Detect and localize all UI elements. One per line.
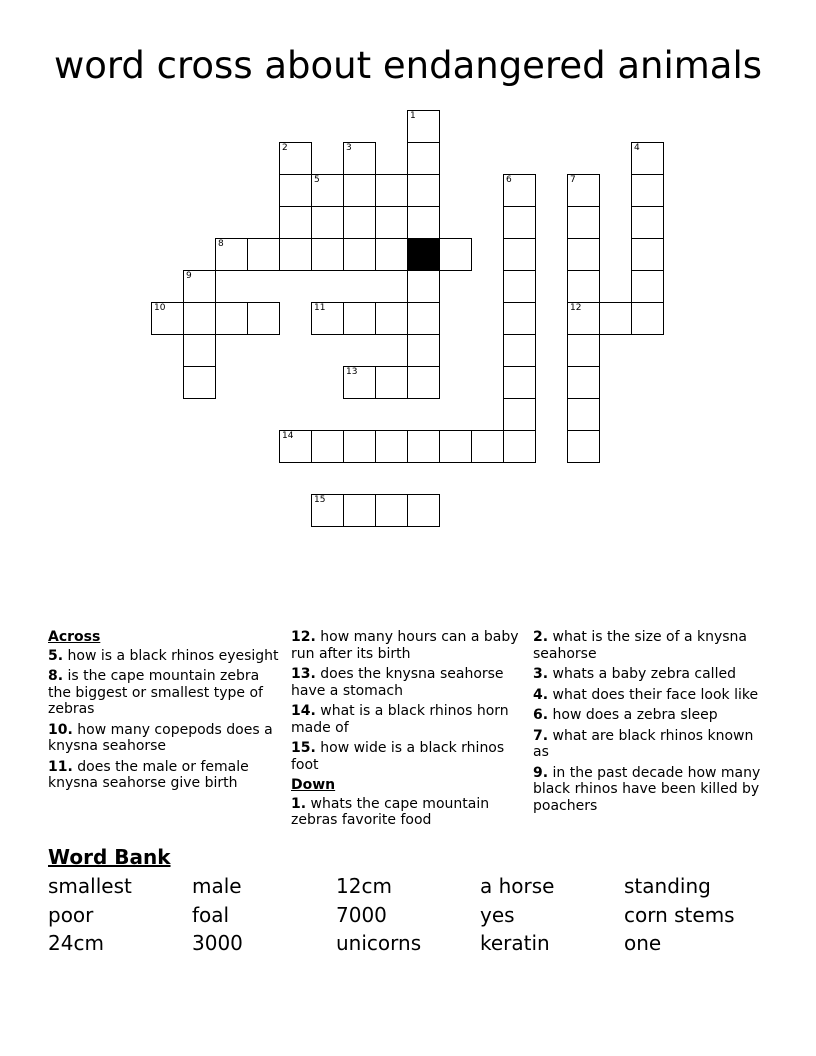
grid-cell[interactable] bbox=[471, 430, 504, 463]
word-bank-title: Word Bank bbox=[48, 845, 171, 869]
across-clue bbox=[291, 666, 523, 699]
word-bank-word: foal bbox=[192, 903, 230, 927]
clue-label: 13. bbox=[291, 666, 316, 682]
grid-cell[interactable] bbox=[567, 206, 600, 239]
grid-cell[interactable] bbox=[407, 270, 440, 303]
grid-cell[interactable] bbox=[215, 302, 248, 335]
across-clue bbox=[291, 629, 523, 662]
grid-cell[interactable] bbox=[567, 302, 600, 335]
grid-cell[interactable] bbox=[439, 238, 472, 271]
clues-column-2 bbox=[291, 629, 523, 833]
across-clue bbox=[291, 740, 523, 773]
grid-cell[interactable] bbox=[503, 302, 536, 335]
down-clue bbox=[533, 687, 765, 704]
clue-text: does the knysna seahorse have a stomach bbox=[291, 666, 504, 699]
clues-column-3 bbox=[533, 629, 765, 818]
down-clue bbox=[533, 765, 765, 815]
clue-number: 15 bbox=[314, 495, 326, 505]
grid-cell[interactable] bbox=[343, 430, 376, 463]
grid-cell[interactable] bbox=[503, 398, 536, 431]
clue-number: 6 bbox=[506, 175, 512, 185]
clue-label: 5. bbox=[48, 647, 64, 664]
clue-text: how many copepods does a knysna seahorse bbox=[48, 721, 273, 754]
word-bank-word: one bbox=[624, 931, 662, 955]
clue-number: 13 bbox=[346, 367, 358, 377]
grid-cell[interactable] bbox=[407, 110, 440, 143]
grid-cell[interactable] bbox=[567, 430, 600, 463]
grid-cell[interactable] bbox=[183, 366, 216, 399]
grid-cell[interactable] bbox=[567, 398, 600, 431]
clue-number: 4 bbox=[634, 143, 640, 153]
clue-label: 15. bbox=[291, 740, 316, 756]
grid-cell[interactable] bbox=[311, 302, 344, 335]
grid-cell[interactable] bbox=[375, 430, 408, 463]
grid-cell[interactable] bbox=[279, 142, 312, 175]
word-bank-word: a horse bbox=[480, 874, 555, 898]
grid-cell[interactable] bbox=[247, 238, 280, 271]
grid-cell[interactable] bbox=[375, 494, 408, 527]
clues-column-1 bbox=[48, 629, 280, 796]
clue-label: 14. bbox=[291, 703, 316, 719]
clue-number: 8 bbox=[218, 239, 224, 249]
down-clue bbox=[533, 629, 765, 662]
down-clue bbox=[533, 728, 765, 761]
down-clue bbox=[533, 666, 765, 683]
grid-cell[interactable] bbox=[503, 238, 536, 271]
clue-label: 3. bbox=[533, 666, 549, 682]
clue-number: 3 bbox=[346, 143, 352, 153]
grid-cell[interactable] bbox=[279, 174, 312, 207]
grid-cell[interactable] bbox=[567, 366, 600, 399]
grid-cell[interactable] bbox=[407, 494, 440, 527]
clue-text: is the cape mountain zebra the biggest or smallest type of zebras bbox=[48, 668, 263, 717]
clue-text: how does a zebra sleep bbox=[548, 707, 718, 723]
grid-cell[interactable] bbox=[503, 270, 536, 303]
clue-text: how many hours can a baby run after its birth bbox=[291, 629, 519, 662]
word-bank-word: male bbox=[192, 874, 242, 898]
grid-cell[interactable] bbox=[343, 206, 376, 239]
grid-cell[interactable] bbox=[279, 206, 312, 239]
clue-text: how wide is a black rhinos foot bbox=[291, 740, 505, 773]
clue-number: 7 bbox=[570, 175, 576, 185]
clue-number: 2 bbox=[282, 143, 288, 153]
grid-cell[interactable] bbox=[343, 494, 376, 527]
word-bank-word: corn stems bbox=[624, 903, 735, 927]
grid-cell[interactable] bbox=[407, 174, 440, 207]
clue-number: 12 bbox=[570, 303, 582, 313]
grid-cell[interactable] bbox=[151, 302, 184, 335]
grid-cell[interactable] bbox=[375, 174, 408, 207]
clue-label: 10. bbox=[48, 721, 73, 738]
grid-cell[interactable] bbox=[503, 334, 536, 367]
across-clue bbox=[48, 668, 280, 718]
clue-text: what does their face look like bbox=[548, 686, 759, 703]
word-bank-word: standing bbox=[624, 874, 711, 898]
page-title: word cross about endangered animals bbox=[53, 44, 763, 87]
down-clue bbox=[533, 707, 765, 724]
grid-cell[interactable] bbox=[311, 494, 344, 527]
clue-label: 8. bbox=[48, 668, 64, 684]
grid-cell[interactable] bbox=[183, 302, 216, 335]
grid-cell[interactable] bbox=[407, 366, 440, 399]
grid-cell[interactable] bbox=[407, 430, 440, 463]
clue-number: 5 bbox=[314, 175, 320, 185]
clue-number: 9 bbox=[186, 271, 192, 281]
grid-cell[interactable] bbox=[247, 302, 280, 335]
grid-cell[interactable] bbox=[631, 302, 664, 335]
clue-label: 6. bbox=[533, 707, 549, 723]
grid-cell[interactable] bbox=[407, 142, 440, 175]
grid-cell[interactable] bbox=[215, 238, 248, 271]
clue-label: 4. bbox=[533, 686, 549, 703]
grid-cell[interactable] bbox=[375, 302, 408, 335]
grid-cell[interactable] bbox=[631, 206, 664, 239]
grid-cell[interactable] bbox=[567, 334, 600, 367]
across-clue bbox=[48, 648, 280, 665]
grid-cell[interactable] bbox=[439, 430, 472, 463]
grid-cell[interactable] bbox=[503, 206, 536, 239]
word-bank-word: unicorns bbox=[336, 931, 422, 955]
grid-cell[interactable] bbox=[343, 238, 376, 271]
word-bank-word: 12cm bbox=[336, 874, 392, 898]
grid-cell[interactable] bbox=[503, 366, 536, 399]
clue-label: 7. bbox=[533, 727, 549, 744]
clue-label: 12. bbox=[291, 629, 316, 645]
grid-cell[interactable] bbox=[631, 142, 664, 175]
clue-label: 1. bbox=[291, 795, 307, 812]
word-bank-word: keratin bbox=[480, 931, 550, 955]
grid-cell[interactable] bbox=[567, 270, 600, 303]
word-bank-word: 3000 bbox=[192, 931, 243, 955]
across-clue bbox=[48, 759, 280, 792]
clue-number: 1 bbox=[410, 111, 416, 121]
word-bank-word: 7000 bbox=[336, 903, 387, 927]
grid-cell[interactable] bbox=[279, 430, 312, 463]
grid-cell[interactable] bbox=[375, 238, 408, 271]
clue-text: whats the cape mountain zebras favorite food bbox=[291, 795, 490, 828]
across-heading: Across bbox=[48, 629, 101, 645]
grid-cell[interactable] bbox=[407, 334, 440, 367]
clue-text: what is the size of a knysna seahorse bbox=[533, 629, 747, 662]
down-heading: Down bbox=[291, 777, 336, 793]
clue-text: in the past decade how many black rhinos have been killed by poachers bbox=[533, 764, 761, 814]
grid-cell[interactable] bbox=[311, 238, 344, 271]
grid-cell[interactable] bbox=[631, 270, 664, 303]
across-clue bbox=[291, 703, 523, 736]
clue-text: whats a baby zebra called bbox=[548, 666, 736, 682]
grid-cell[interactable] bbox=[567, 238, 600, 271]
grid-cell[interactable] bbox=[311, 174, 344, 207]
grid-cell[interactable] bbox=[343, 366, 376, 399]
grid-cell[interactable] bbox=[343, 302, 376, 335]
down-clue bbox=[291, 796, 523, 829]
clue-text: what are black rhinos known as bbox=[533, 727, 754, 760]
clue-label: 2. bbox=[533, 629, 549, 645]
grid-cell[interactable] bbox=[279, 238, 312, 271]
grid-cell[interactable] bbox=[631, 238, 664, 271]
grid-cell[interactable] bbox=[503, 174, 536, 207]
grid-cell[interactable] bbox=[631, 174, 664, 207]
grid-cell[interactable] bbox=[567, 174, 600, 207]
clue-text: does the male or female knysna seahorse give birth bbox=[48, 758, 249, 791]
word-bank-word: yes bbox=[480, 903, 515, 927]
clue-number: 14 bbox=[282, 431, 294, 441]
clue-label: 9. bbox=[533, 764, 549, 781]
word-bank-word: 24cm bbox=[48, 931, 104, 955]
grid-cell[interactable] bbox=[375, 366, 408, 399]
grid-cell[interactable] bbox=[599, 302, 632, 335]
grid-cell[interactable] bbox=[183, 270, 216, 303]
grid-cell[interactable] bbox=[503, 430, 536, 463]
word-bank-word: poor bbox=[48, 903, 94, 927]
grid-cell[interactable] bbox=[311, 430, 344, 463]
across-clue bbox=[48, 722, 280, 755]
grid-cell[interactable] bbox=[183, 334, 216, 367]
grid-cell[interactable] bbox=[407, 302, 440, 335]
grid-cell[interactable] bbox=[343, 142, 376, 175]
word-bank-word: smallest bbox=[48, 874, 132, 898]
clue-text: how is a black rhinos eyesight bbox=[63, 647, 279, 664]
grid-cell[interactable] bbox=[343, 174, 376, 207]
grid-cell[interactable] bbox=[407, 206, 440, 239]
grid-cell-black bbox=[407, 238, 440, 271]
clue-number: 10 bbox=[154, 303, 166, 313]
clue-label: 11. bbox=[48, 758, 73, 775]
clue-number: 11 bbox=[314, 303, 326, 313]
clue-text: what is a black rhinos horn made of bbox=[291, 703, 509, 736]
